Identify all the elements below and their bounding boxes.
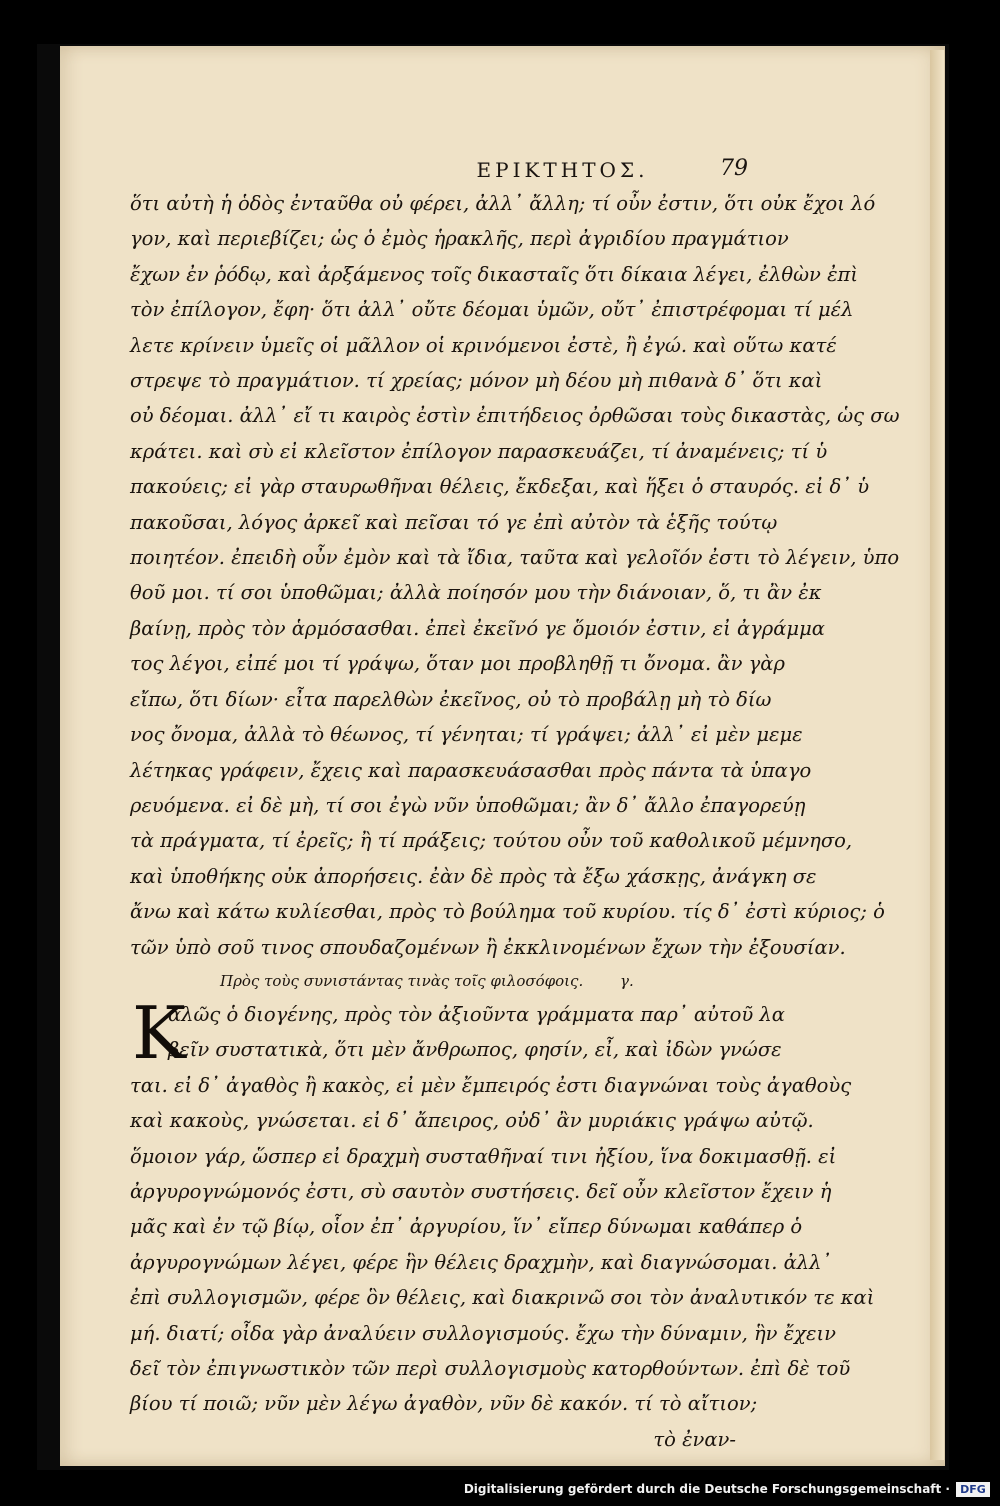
text-line: βεῖν συστατικὰ, ὅτι μὲν ἄνθρωπος, φησίν, εἶ, καὶ ἰδὼν γνώσε	[168, 1038, 782, 1062]
text-line: μᾶς καὶ ἐν τῷ βίῳ, οἷον ἐπ᾽ ἀργυρίου, ἵν᾽ εἴπερ δύνωμαι καθάπερ ὁ	[130, 1215, 803, 1239]
dfg-logo: DFG	[956, 1482, 990, 1497]
page-number: 79	[720, 156, 748, 181]
text-line: τὰ πράγματα, τί ἐρεῖς; ἢ τί πράξεις; τούτου οὖν τοῦ καθολικοῦ μέμνησο,	[130, 829, 853, 853]
text-line: βίου τί ποιῶ; νῦν μὲν λέγω ἀγαθὸν, νῦν δὲ κακόν. τί τὸ αἴτιον;	[130, 1392, 758, 1416]
text-line: ται. εἰ δ᾽ ἀγαθὸς ἢ κακὸς, εἰ μὲν ἔμπειρός ἐστι διαγνώναι τοὺς ἀγαθοὺς	[130, 1073, 852, 1097]
chapter-body	[130, 990, 875, 1422]
running-head	[60, 158, 945, 182]
catchword: τὸ ἐναν-	[653, 1427, 736, 1451]
section-number: γ.	[620, 971, 634, 990]
text-line: ὅτι αὐτὴ ἡ ὁδὸς ἐνταῦθα οὐ φέρει, ἀλλ᾽ ἄλλη; τί οὖν ἐστιν, ὅτι οὐκ ἔχοι λό	[130, 192, 876, 215]
text-line: στρεψε τὸ πραγμάτιον. τί χρείας; μόνον μὴ δέου μὴ πιθανὰ δ᾽ ὅτι καὶ	[130, 369, 823, 393]
section-title: Πρὸς τοὺς συνιστάντας τινὰς τοῖς φιλοσόφοις.	[220, 971, 584, 990]
text-line: οὐ δέομαι. ἀλλ᾽ εἴ τι καιρὸς ἐστὶν ἐπιτήδειος ὀρθῶσαι τοὺς δικαστὰς, ὡς σω	[130, 404, 900, 428]
text-line: εἴπω, ὅτι δίων· εἶτα παρελθὼν ἐκεῖνος, οὐ τὸ προβάλῃ μὴ τὸ δίω	[130, 687, 772, 711]
text-block	[130, 186, 900, 1457]
section-heading	[220, 965, 740, 997]
text-line: κράτει. καὶ σὺ εἰ κλεῖστον ἐπίλογον παρασκευάζει, τί ἀναμένεις; τί ὑ	[130, 439, 828, 463]
page-edge	[930, 50, 944, 1460]
text-line: τος λέγοι, εἰπέ μοι τί γράψω, ὅταν μοι προβληθῇ τι ὄνομα. ἂν γὰρ	[130, 652, 785, 676]
dropcap-initial: K	[132, 990, 186, 1075]
text-line: ἄνω καὶ κάτω κυλίεσθαι, πρὸς τὸ βούλημα τοῦ κυρίου. τίς δ᾽ ἐστὶ κύριος; ὁ	[130, 900, 885, 924]
text-line: τῶν ὑπὸ σοῦ τινος σπουδαζομένων ἢ ἐκκλινομένων ἔχων τὴν ἐξουσίαν.	[130, 935, 846, 959]
paragraph-top	[130, 186, 900, 965]
text-line: θοῦ μοι. τί σοι ὑποθῶμαι; ἀλλὰ ποίησόν μου τὴν διάνοιαν, ὅ, τι ἂν ἐκ	[130, 581, 822, 605]
text-line: καὶ κακοὺς, γνώσεται. εἰ δ᾽ ἄπειρος, οὐδ᾽ ἂν μυριάκις γράψω αὐτῷ.	[130, 1109, 814, 1133]
footer-bar	[0, 1470, 1000, 1506]
text-line: ὅμοιον γάρ, ὥσπερ εἰ δραχμὴ συσταθῆναί τινι ἠξίου, ἵνα δοκιμασθῇ. εἰ	[130, 1144, 837, 1168]
text-line: ποιητέον. ἐπειδὴ οὖν ἐμὸν καὶ τὰ ἴδια, ταῦτα καὶ γελοῖόν ἐστι τὸ λέγειν, ὑπο	[130, 546, 900, 570]
running-title: ΕΡΙΚΤΗΤΟΣ.	[476, 158, 649, 182]
text-line: ρευόμενα. εἰ δὲ μὴ, τί σοι ἐγὼ νῦν ὑποθῶμαι; ἂν δ᾽ ἄλλο ἐπαγορεύῃ	[130, 793, 806, 817]
text-line: λέτηκας γράφειν, ἔχεις καὶ παρασκευάσασθαι πρὸς πάντα τὰ ὑπαγο	[130, 758, 812, 782]
text-line: ἀργυρογνώμων λέγει, φέρε ἣν θέλεις δραχμὴν, καὶ διαγνώσομαι. ἀλλ᾽	[130, 1250, 832, 1274]
text-line: ἀργυρογνώμονός ἐστι, σὺ σαυτὸν συστήσεις. δεῖ οὖν κλεῖστον ἔχειν ἡ	[130, 1179, 832, 1203]
text-line: λετε κρίνειν ὑμεῖς οἱ μᾶλλον οἱ κρινόμενοι ἐστὲ, ἢ ἐγώ. καὶ οὕτω κατέ	[130, 333, 837, 357]
text-line: γον, καὶ περιεβίζει; ὡς ὁ ἐμὸς ἡρακλῆς, περὶ ἀγριδίου πραγμάτιον	[130, 227, 789, 251]
text-line: πακοῦσαι, λόγος ἀρκεῖ καὶ πεῖσαι τό γε ἐπὶ αὐτὸν τὰ ἑξῆς τούτῳ	[130, 510, 778, 534]
text-line: πακούεις; εἰ γὰρ σταυρωθῆναι θέλεις, ἔκδεξαι, καὶ ἥξει ὁ σταυρός. εἰ δ᾽ ὑ	[130, 475, 870, 499]
text-line: ἐπὶ συλλογισμῶν, φέρε ὃν θέλεις, καὶ διακρινῶ σοι τὸν ἀναλυτικόν τε καὶ	[130, 1286, 875, 1310]
text-line: αλῶς ὁ διογένης, πρὸς τὸν ἀξιοῦντα γράμματα παρ᾽ αὐτοῦ λα	[168, 1002, 785, 1026]
text-line: καὶ ὑποθήκης οὐκ ἀπορήσεις. ἐὰν δὲ πρὸς τὰ ἔξω χάσκῃς, ἀνάγκη σε	[130, 864, 817, 888]
text-line: δεῖ τὸν ἐπιγνωστικὸν τῶν περὶ συλλογισμοὺς κατορθούντων. ἐπὶ δὲ τοῦ	[130, 1357, 851, 1380]
text-line: ἔχων ἐν ῥόδῳ, καὶ ἀρξάμενος τοῖς δικασταῖς ὅτι δίκαια λέγει, ἐλθὼν ἐπὶ	[130, 262, 859, 286]
text-line: μή. διατί; οἶδα γὰρ ἀναλύειν συλλογισμούς. ἔχω τὴν δύναμιν, ἣν ἔχειν	[130, 1321, 836, 1345]
text-line: βαίνῃ, πρὸς τὸν ἁρμόσασθαι. ἐπεὶ ἐκεῖνό γε ὅμοιόν ἐστιν, εἰ ἀγράμμα	[130, 616, 825, 640]
book-page	[60, 46, 945, 1466]
text-line: νος ὄνομα, ἀλλὰ τὸ θέωνος, τί γένηται; τί γράψει; ἀλλ᾽ εἰ μὲν μεμε	[130, 723, 803, 747]
text-line: τὸν ἐπίλογον, ἔφη· ὅτι ἀλλ᾽ οὔτε δέομαι ὑμῶν, οὔτ᾽ ἐπιστρέφομαι τί μέλ	[130, 298, 854, 322]
digitization-credit: Digitalisierung gefördert durch die Deutsche Forschungsgemeinschaft ·	[463, 1482, 950, 1496]
paragraph-bottom	[130, 990, 875, 1422]
